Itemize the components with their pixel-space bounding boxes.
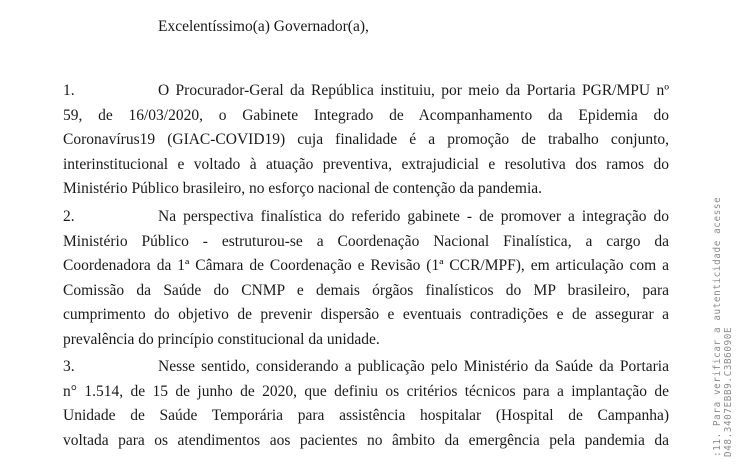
paragraph-line: voltada para os atendimentos aos pacientes no âmbito da emergência pela pandemia da [63, 431, 669, 449]
paragraph-line: Coronavírus19 (GIAC-COVID19) cuja finalidade é a promoção de trabalho conjunto, [63, 131, 669, 148]
paragraph-number: 1. [63, 82, 75, 99]
authenticity-stamp-line-1: :11. Para verificar a autenticidade acesse [712, 196, 723, 457]
paragraph-line: prevalência do princípio constitucional da unidade. [63, 330, 380, 348]
paragraph-1 [63, 79, 669, 202]
paragraph-line: 1. O Procurador-Geral da República instituiu, por meio da Portaria PGR/MPU nº [63, 79, 669, 104]
paragraph-line: Coordenadora da 1ª Câmara de Coordenação e Revisão (1ª CCR/MPF), em articulação com a [63, 257, 669, 274]
paragraph-number: 2. [63, 208, 75, 225]
paragraph-line: Unidade de Saúde Temporária para assistência hospitalar (Hospital de Campanha) [63, 407, 669, 424]
paragraph-3 [63, 355, 669, 453]
paragraph-line: cumprimento do objetivo de prevenir dispersão e eventuais contradições e de assegurar a [63, 306, 669, 323]
salutation: Excelentíssimo(a) Governador(a), [158, 18, 369, 35]
paragraph-line: interinstitucional e voltado à atuação preventiva, extrajudicial e resolutiva dos ramos do [63, 155, 669, 173]
paragraph-line: Ministério Público brasileiro, no esforço nacional de contenção da pandemia. [63, 180, 543, 197]
authenticity-stamp-code: D48.3407EBB9.C3B6090E [723, 326, 734, 457]
paragraph-2 [63, 205, 669, 352]
paragraph-line: 2. Na perspectiva finalística do referido gabinete - de promover a integração do [63, 205, 669, 230]
paragraph-line: n° 1.514, de 15 de junho de 2020, que definiu os critérios técnicos para a implantação de [63, 382, 669, 400]
authenticity-stamp [712, 197, 734, 472]
paragraph-line: 3. Nesse sentido, considerando a publicação pelo Ministério da Saúde da Portaria [63, 355, 669, 380]
paragraph-line: Ministério Público - estruturou-se a Coordenação Nacional Finalística, a cargo da [63, 232, 669, 250]
paragraph-line: 59, de 16/03/2020, o Gabinete Integrado de Acompanhamento da Epidemia do [63, 106, 669, 124]
paragraph-line: Comissão da Saúde do CNMP e demais órgãos finalísticos do MP brasileiro, para [63, 281, 669, 299]
paragraph-number: 3. [63, 358, 75, 375]
